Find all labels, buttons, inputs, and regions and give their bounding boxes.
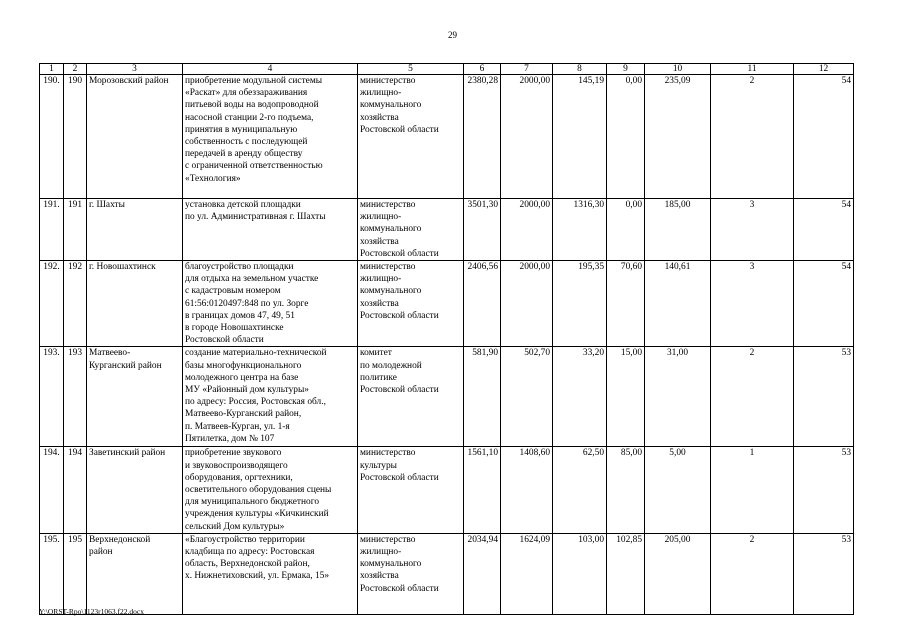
- total-amount: 2034,94: [464, 533, 501, 614]
- row-index: 194.: [40, 447, 64, 533]
- page-number: 29: [448, 30, 457, 40]
- project-description: создание материально-технической базы многофункционального молодежного центра на базе МУ «Районный дом культуры» по адресу: Россия, Ростовская обл., Матвеево-Курганский район, п. Матвеев-Курган, ул. 1-я Пятилетка, дом № 107: [183, 347, 358, 447]
- project-description: приобретение звукового и звуковоспроизводящего оборудования, оргтехники, осветительного оборудования сцены для муниципального бюджетного учреждения культуры «Кичкинский сельский Дом культуры»: [183, 447, 358, 533]
- code-number: 53: [794, 447, 854, 533]
- total-amount: 2406,56: [464, 261, 501, 347]
- file-path-footer: Y:\ORST-Rpo\1123r1063.f22.docx: [39, 607, 145, 616]
- total-amount: 581,90: [464, 347, 501, 447]
- code-number: 53: [794, 533, 854, 614]
- municipality: г. Шахты: [87, 199, 183, 261]
- responsible-authority: министерство жилищно- коммунального хозяйства Ростовской области: [358, 533, 464, 614]
- regional-amount: 502,70: [501, 347, 553, 447]
- project-description: «Благоустройство территории кладбища по адресу: Ростовская область, Верхнедонской район, х. Нижнетиховский, ул. Ермака, 15»: [183, 533, 358, 614]
- code-number: 54: [794, 199, 854, 261]
- group-number: 2: [711, 533, 794, 614]
- regional-amount: 1408,60: [501, 447, 553, 533]
- project-description: благоустройство площадки для отдыха на земельном участке с кадастровым номером 61:56:0120497:848 по ул. Зорге в границах домов 47, 49, 51 в городе Новошахтинске Ростовской области: [183, 261, 358, 347]
- other-amount: 102,85: [607, 533, 645, 614]
- regional-amount: 2000,00: [501, 75, 553, 199]
- additional-amount: 140,61: [645, 261, 711, 347]
- column-number: 11: [711, 64, 794, 75]
- column-number: 5: [358, 64, 464, 75]
- responsible-authority: министерство жилищно- коммунального хозяйства Ростовской области: [358, 199, 464, 261]
- project-description: приобретение модульной системы «Раскат» для обеззараживания питьевой воды на водопроводной насосной станции 2-го подъема, принятия в муниципальную собственность с последующей передачей в аренду обществу с ограниченной ответственностью «Технология»: [183, 75, 358, 199]
- table-row: [40, 447, 854, 533]
- other-amount: 0,00: [607, 75, 645, 199]
- row-number: 195: [64, 533, 87, 614]
- responsible-authority: министерство жилищно- коммунального хозяйства Ростовской области: [358, 75, 464, 199]
- additional-amount: 31,00: [645, 347, 711, 447]
- group-number: 3: [711, 199, 794, 261]
- column-number: 4: [183, 64, 358, 75]
- regional-amount: 2000,00: [501, 261, 553, 347]
- project-description: установка детской площадки по ул. Административная г. Шахты: [183, 199, 358, 261]
- local-amount: 195,35: [553, 261, 607, 347]
- row-number: 191: [64, 199, 87, 261]
- column-number: 1: [40, 64, 64, 75]
- regional-amount: 1624,09: [501, 533, 553, 614]
- other-amount: 70,60: [607, 261, 645, 347]
- row-index: 190.: [40, 75, 64, 199]
- municipality: Заветинский район: [87, 447, 183, 533]
- table-row: [40, 75, 854, 199]
- row-index: 191.: [40, 199, 64, 261]
- row-number: 192: [64, 261, 87, 347]
- column-number: 8: [553, 64, 607, 75]
- row-number: 190: [64, 75, 87, 199]
- responsible-authority: комитет по молодежной политике Ростовской области: [358, 347, 464, 447]
- group-number: 2: [711, 75, 794, 199]
- responsible-authority: министерство культуры Ростовской области: [358, 447, 464, 533]
- table-body: [40, 64, 854, 615]
- local-amount: 33,20: [553, 347, 607, 447]
- local-amount: 62,50: [553, 447, 607, 533]
- row-index: 193.: [40, 347, 64, 447]
- code-number: 54: [794, 261, 854, 347]
- column-number: 2: [64, 64, 87, 75]
- column-number: 12: [794, 64, 854, 75]
- table-row: [40, 533, 854, 614]
- municipality: Верхнедонской район: [87, 533, 183, 614]
- other-amount: 15,00: [607, 347, 645, 447]
- local-amount: 1316,30: [553, 199, 607, 261]
- local-amount: 103,00: [553, 533, 607, 614]
- additional-amount: 5,00: [645, 447, 711, 533]
- municipality: г. Новошахтинск: [87, 261, 183, 347]
- municipality: Матвеево- Курганский район: [87, 347, 183, 447]
- group-number: 3: [711, 261, 794, 347]
- column-number-row: [40, 64, 854, 75]
- column-number: 7: [501, 64, 553, 75]
- code-number: 53: [794, 347, 854, 447]
- column-number: 9: [607, 64, 645, 75]
- local-amount: 145,19: [553, 75, 607, 199]
- column-number: 3: [87, 64, 183, 75]
- subsidy-table: [39, 63, 854, 615]
- column-number: 10: [645, 64, 711, 75]
- additional-amount: 185,00: [645, 199, 711, 261]
- row-index: 192.: [40, 261, 64, 347]
- table-row: [40, 261, 854, 347]
- row-number: 194: [64, 447, 87, 533]
- table-row: [40, 199, 854, 261]
- total-amount: 2380,28: [464, 75, 501, 199]
- additional-amount: 235,09: [645, 75, 711, 199]
- group-number: 2: [711, 347, 794, 447]
- responsible-authority: министерство жилищно- коммунального хозяйства Ростовской области: [358, 261, 464, 347]
- table-row: [40, 347, 854, 447]
- total-amount: 1561,10: [464, 447, 501, 533]
- other-amount: 85,00: [607, 447, 645, 533]
- municipality: Морозовский район: [87, 75, 183, 199]
- row-index: 195.: [40, 533, 64, 614]
- other-amount: 0,00: [607, 199, 645, 261]
- row-number: 193: [64, 347, 87, 447]
- regional-amount: 2000,00: [501, 199, 553, 261]
- code-number: 54: [794, 75, 854, 199]
- column-number: 6: [464, 64, 501, 75]
- additional-amount: 205,00: [645, 533, 711, 614]
- total-amount: 3501,30: [464, 199, 501, 261]
- group-number: 1: [711, 447, 794, 533]
